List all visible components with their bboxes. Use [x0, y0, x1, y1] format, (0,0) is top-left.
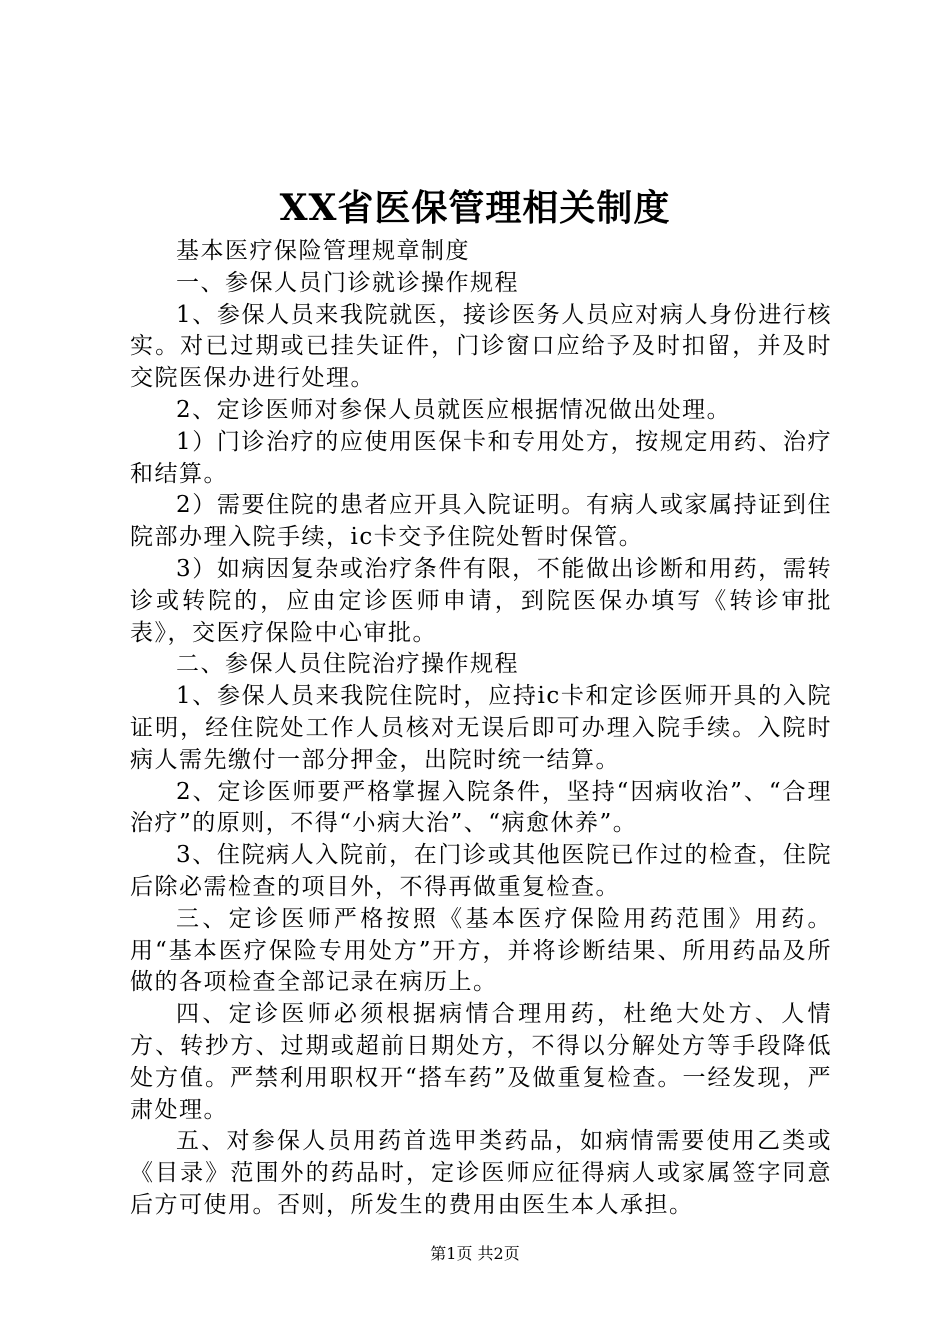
paragraph: 2、定诊医师对参保人员就医应根据情况做出处理。 [176, 396, 732, 423]
paragraph: 1、参保人员来我院住院时，应持ic卡和定诊医师开具的入院证明，经住院处工作人员核对无误后即可办理入院手续。入院时病人需先缴付一部分押金，出院时统一结算。 [130, 683, 832, 773]
document-title: XX省医保管理相关制度 [279, 187, 671, 229]
paragraph: 四、定诊医师必须根据病情合理用药，杜绝大处方、人情方、转抄方、过期或超前日期处方，不得以分解处方等手段降低处方值。严禁利用职权开“搭车药”及做重复检查。一经发现，严肃处理。 [130, 1001, 832, 1123]
paragraph: 三、定诊医师严格按照《基本医疗保险用药范围》用药。用“基本医疗保险专用处方”开方，并将诊断结果、所用药品及所做的各项检查全部记录在病历上。 [130, 905, 832, 996]
paragraph: 基本医疗保险管理规章制度 [176, 238, 470, 264]
paragraph: 3）如病因复杂或治疗条件有限，不能做出诊断和用药，需转诊或转院的，应由定诊医师申请，到院医保办填写《转诊审批表》，交医疗保险中心审批。 [130, 555, 832, 646]
paragraph: 3、住院病人入院前，在门诊或其他医院已作过的检查，住院后除必需检查的项目外，不得再做重复检查。 [130, 842, 832, 900]
section-heading: 二、参保人员住院治疗操作规程 [176, 651, 519, 678]
page-number: 第1页 共2页 [430, 1244, 520, 1263]
paragraph: 2）需要住院的患者应开具入院证明。有病人或家属持证到住院部办理入院手续，ic卡交予住院处暂时保管。 [130, 492, 832, 551]
section-heading: 一、参保人员门诊就诊操作规程 [176, 269, 519, 296]
paragraph: 五、对参保人员用药首选甲类药品，如病情需要使用乙类或《目录》范围外的药品时，定诊医师应征得病人或家属签字同意后方可使用。否则，所发生的费用由医生本人承担。 [130, 1128, 832, 1218]
document-body [130, 236, 832, 1222]
paragraph: 1、参保人员来我院就医，接诊医务人员应对病人身份进行核实。对已过期或已挂失证件，门诊窗口应给予及时扣留，并及时交院医保办进行处理。 [130, 301, 832, 392]
paragraph: 2、定诊医师要严格掌握入院条件，坚持“因病收治”、“合理治疗”的原则，不得“小病大治”、“病愈休养”。 [130, 778, 832, 837]
paragraph: 1）门诊治疗的应使用医保卡和专用处方，按规定用药、治疗和结算。 [130, 428, 832, 487]
